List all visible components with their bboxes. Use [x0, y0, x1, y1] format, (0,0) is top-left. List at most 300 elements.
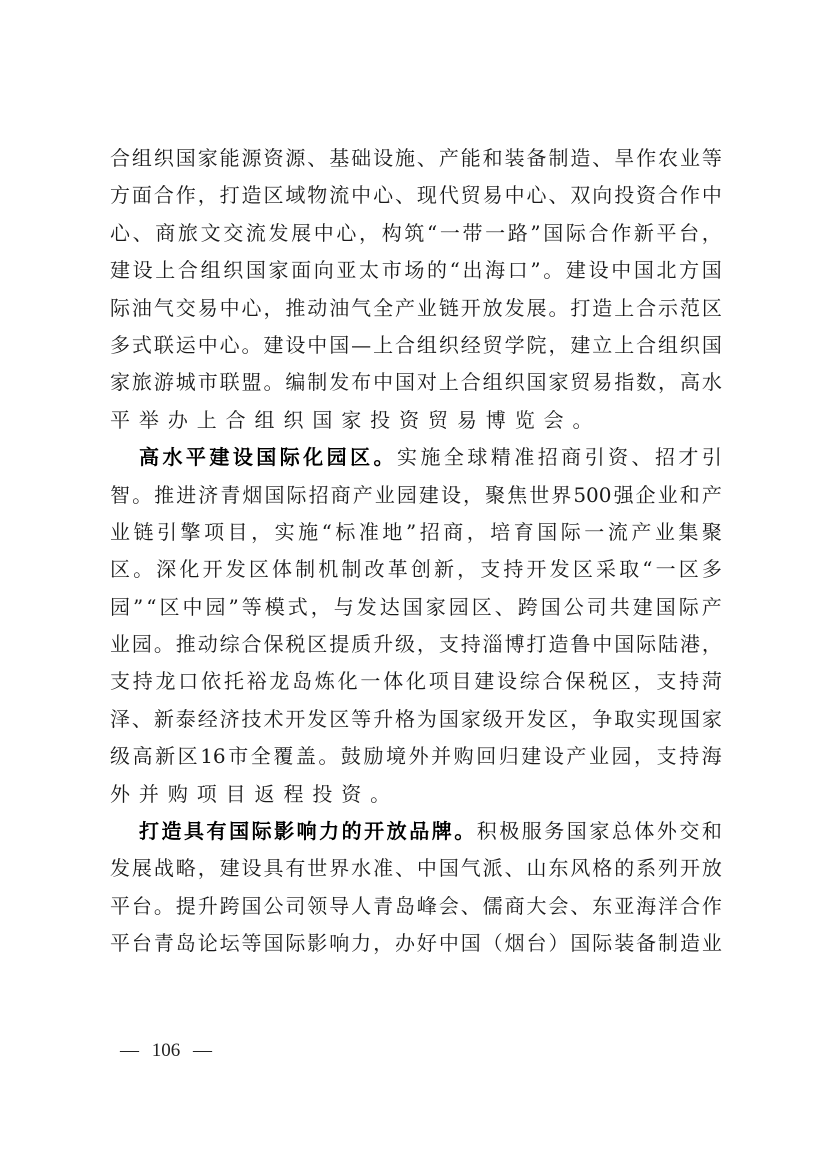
text-char: 购: [453, 744, 474, 769]
text-char: 产: [631, 519, 652, 544]
text-char: 招: [308, 482, 329, 507]
text-char: 口: [507, 258, 528, 283]
text-char: 力: [351, 931, 372, 956]
text-char: 。: [153, 632, 174, 657]
text-char: 支: [480, 557, 501, 582]
text-char: 聚: [701, 519, 722, 544]
text-char: 项: [196, 781, 226, 806]
text-char: 能: [460, 146, 481, 170]
text-char: 织: [679, 332, 700, 357]
text-char: 。: [370, 781, 400, 806]
text-char: 和: [701, 819, 722, 844]
text-char: 目: [451, 669, 472, 694]
text-char: 太: [359, 258, 380, 283]
text-char: 托: [223, 669, 244, 694]
text-char: 。: [318, 744, 339, 769]
text-char: 烟: [504, 931, 525, 956]
text-line: [110, 364, 722, 401]
text-char: 国: [264, 482, 285, 507]
text-char: 海: [701, 744, 722, 769]
text-char: 列: [658, 856, 679, 881]
text-char: 方: [110, 183, 130, 208]
text-char: 装: [614, 931, 635, 956]
text-char: 泰: [175, 706, 196, 731]
text-char: 、: [394, 183, 415, 208]
text-char: 儒: [482, 893, 503, 918]
text-char: 国: [537, 519, 558, 544]
text-char: 新: [155, 744, 176, 769]
text-char: 等: [241, 931, 262, 956]
text-char: 举: [138, 407, 168, 432]
text-char: 上: [373, 332, 394, 357]
text-char: 发: [110, 856, 130, 881]
text-line: [110, 589, 722, 626]
text-char: 提: [175, 893, 196, 918]
text-char: 推: [285, 295, 306, 320]
text-char: 旱: [614, 146, 635, 170]
text-char: 办: [394, 931, 415, 956]
text-char: 格: [592, 856, 613, 881]
text-char: 展: [131, 856, 152, 881]
text-char: 。: [153, 893, 174, 918]
text-char: 、: [307, 146, 328, 170]
text-char: 设: [373, 146, 394, 170]
text-char: 资: [341, 781, 371, 806]
text-char: 园: [611, 744, 632, 769]
text-char: 招: [654, 445, 675, 470]
text-char: 贸: [427, 407, 457, 432]
text-line: [110, 252, 722, 289]
text-char: 心: [219, 332, 240, 357]
text-char: 商: [155, 220, 176, 245]
text-char: 推: [175, 632, 196, 657]
text-char: 学: [504, 332, 525, 357]
text-char: 新: [433, 557, 454, 582]
text-char: 青: [220, 482, 241, 507]
text-line: [110, 140, 722, 177]
text-char: 中: [504, 183, 525, 208]
text-char: 裕: [246, 669, 267, 694]
text-char: 设: [543, 744, 564, 769]
text-line: [110, 327, 722, 364]
text-char: 际: [285, 931, 306, 956]
text-char: 培: [490, 519, 511, 544]
text-char: 路: [507, 220, 528, 245]
text-char: 岛: [292, 669, 313, 694]
text-line: [110, 290, 722, 327]
heading-char: 。: [454, 819, 475, 844]
text-char: 。: [543, 258, 564, 283]
heading-char: 品: [409, 819, 430, 844]
text-char: 合: [460, 370, 481, 395]
text-char: ”: [405, 519, 417, 544]
text-char: 放: [701, 856, 722, 881]
text-char: 心: [241, 295, 262, 320]
text-char: 油: [329, 295, 350, 320]
heading-char: 打: [139, 819, 159, 844]
heading-char: 放: [386, 819, 407, 844]
text-char: 组: [131, 146, 152, 170]
text-char: 中: [197, 332, 218, 357]
text-char: 返: [254, 781, 284, 806]
text-char: “: [321, 519, 332, 544]
text-char: 服: [521, 819, 542, 844]
text-char: 家: [548, 370, 569, 395]
text-char: 油: [131, 295, 152, 320]
text-char: 商: [330, 482, 351, 507]
text-char: 平: [110, 893, 130, 918]
text-char: 济: [198, 482, 219, 507]
text-char: 司: [285, 893, 306, 918]
text-char: 建: [570, 332, 591, 357]
text-char: 设: [440, 482, 461, 507]
text-char: 坛: [219, 931, 240, 956]
text-char: 济: [219, 706, 240, 731]
text-char: 。: [548, 295, 569, 320]
text-char: 造: [570, 146, 591, 170]
text-char: 、: [570, 893, 591, 918]
text-char: 持: [679, 669, 700, 694]
text-char: 园: [205, 594, 226, 619]
text-char: （: [482, 931, 503, 956]
text-char: 业: [374, 482, 395, 507]
text-char: 区: [572, 557, 593, 582]
text-char: 好: [416, 931, 437, 956]
text-char: 家: [110, 370, 130, 395]
text-char: 指: [614, 370, 635, 395]
text-char: 方: [679, 258, 700, 283]
text-char: 双: [570, 183, 591, 208]
text-char: 中: [313, 220, 334, 245]
heading-char: 建: [209, 445, 230, 470]
text-char: 发: [225, 557, 246, 582]
text-char: 组: [482, 370, 503, 395]
text-char: 项: [204, 519, 225, 544]
text-char: 。: [132, 482, 153, 507]
text-char: 跨: [219, 893, 240, 918]
text-char: 交: [679, 819, 700, 844]
text-char: 综: [219, 632, 240, 657]
text-char: 资: [608, 445, 629, 470]
text-char: 招: [537, 445, 558, 470]
text-char: 国: [175, 146, 196, 170]
text-char: 区: [177, 744, 198, 769]
heading-char: 国: [229, 819, 250, 844]
text-char: 区: [263, 183, 284, 208]
text-char: 。: [572, 407, 602, 432]
text-char: 进: [176, 482, 197, 507]
text-char: 国: [312, 407, 342, 432]
text-char: 施: [420, 445, 441, 470]
text-char: 放: [482, 295, 503, 320]
text-char: 备: [526, 146, 547, 170]
text-char: ，: [416, 632, 437, 657]
text-line: [110, 925, 722, 962]
text-char: ，: [701, 632, 722, 657]
text-char: 跨: [517, 594, 538, 619]
text-char: 一: [655, 557, 676, 582]
text-char: 现: [658, 706, 679, 731]
text-char: 际: [560, 519, 581, 544]
text-char: 深: [156, 557, 177, 582]
text-char: 备: [636, 931, 657, 956]
text-char: 览: [514, 407, 544, 432]
text-char: 源: [241, 146, 262, 170]
text-char: 覆: [273, 744, 294, 769]
heading-char: 具: [184, 819, 205, 844]
text-char: 保: [565, 669, 586, 694]
text-char: 世: [307, 856, 328, 881]
text-char: 合: [636, 332, 657, 357]
text-char: 区: [159, 594, 180, 619]
text-char: 。: [133, 557, 154, 582]
text-char: 智: [110, 482, 130, 507]
heading-char: 水: [162, 445, 183, 470]
text-char: 陆: [658, 632, 679, 657]
text-char: 家: [341, 407, 371, 432]
text-char: 口: [178, 669, 199, 694]
text-char: 易: [456, 407, 486, 432]
text-char: 建: [418, 482, 439, 507]
text-char: 联: [219, 370, 240, 395]
text-char: ，: [466, 519, 487, 544]
text-char: 国: [438, 856, 459, 881]
text-char: 区: [678, 557, 699, 582]
text-char: 采: [595, 557, 616, 582]
text-char: 商: [443, 519, 464, 544]
text-char: 交: [175, 295, 196, 320]
text-char: 游: [153, 370, 174, 395]
text-char: 、: [592, 146, 613, 170]
text-char: 亚: [336, 258, 357, 283]
text-char: 流: [607, 519, 628, 544]
text-char: ，: [310, 594, 331, 619]
text-char: 公: [563, 594, 584, 619]
text-char: 资: [399, 407, 428, 432]
text-char: 织: [153, 146, 174, 170]
text-char: 作: [175, 183, 196, 208]
text-char: 龙: [155, 669, 176, 694]
text-char: 企: [635, 482, 656, 507]
text-char: 区: [471, 594, 492, 619]
text-char: 展: [526, 295, 547, 320]
text-char: 青: [373, 893, 394, 918]
text-char: 境: [386, 744, 407, 769]
text-char: 编: [285, 370, 306, 395]
text-char: 交: [223, 220, 244, 245]
text-char: 上: [614, 295, 635, 320]
text-char: 级: [394, 632, 415, 657]
text-char: “: [449, 258, 460, 283]
text-char: 派: [482, 856, 503, 881]
text-char: 引: [701, 445, 722, 470]
text-char: 产: [394, 295, 415, 320]
text-char: 建: [474, 669, 495, 694]
text-char: 集: [678, 519, 699, 544]
text-char: 合: [153, 183, 174, 208]
text-char: 外: [110, 781, 139, 806]
text-char: 外: [656, 819, 677, 844]
text-char: 打: [526, 632, 547, 657]
text-char: 合: [177, 258, 198, 283]
text-line: [110, 177, 722, 214]
text-char: 发: [329, 370, 350, 395]
text-char: 家: [197, 146, 218, 170]
text-char: 础: [351, 146, 372, 170]
text-line: [110, 626, 722, 663]
text-char: 际: [286, 482, 307, 507]
heading-char: 化: [303, 445, 324, 470]
text-char: 制: [307, 370, 328, 395]
text-char: ”: [133, 594, 144, 619]
text-char: 园: [448, 594, 469, 619]
text-char: 贸: [570, 370, 591, 395]
text-char: 上: [155, 258, 176, 283]
text-char: 织: [283, 407, 313, 432]
text-char: 心: [336, 220, 357, 245]
text-char: 旅: [177, 220, 198, 245]
text-char: 商: [561, 445, 582, 470]
text-char: 港: [679, 632, 700, 657]
text-char: 立: [592, 332, 613, 357]
text-line: [110, 477, 722, 514]
text-char: 博: [485, 407, 515, 432]
text-char: 面: [291, 258, 312, 283]
text-char: 界: [551, 482, 572, 507]
text-char: 国: [543, 220, 564, 245]
text-char: 际: [592, 931, 613, 956]
text-char: 术: [263, 706, 284, 731]
text-char: 台: [131, 893, 152, 918]
text-char: 全: [443, 445, 464, 470]
text-char: “: [146, 594, 157, 619]
text-char: 化: [405, 669, 426, 694]
text-char: 升: [197, 893, 218, 918]
text-char: 全: [250, 744, 271, 769]
text-char: 上: [438, 370, 459, 395]
text-char: 升: [373, 632, 394, 657]
text-char: 质: [351, 632, 372, 657]
text-char: 旅: [131, 370, 152, 395]
heading-char: 际: [251, 819, 272, 844]
text-char: 体: [383, 669, 404, 694]
text-line: [110, 663, 722, 700]
text-char: 持: [679, 744, 700, 769]
heading-char: 。: [373, 445, 394, 470]
text-char: 影: [307, 931, 328, 956]
text-char: 海: [636, 893, 657, 918]
text-char: 高: [132, 744, 153, 769]
text-char: 产: [438, 146, 459, 170]
text-char: 展: [291, 220, 312, 245]
text-char: ，: [373, 931, 394, 956]
text-char: 国: [570, 931, 591, 956]
text-char: ，: [548, 332, 569, 357]
text-char: 开: [526, 557, 547, 582]
text-char: 水: [351, 856, 372, 881]
text-line: [110, 514, 722, 551]
text-char: ”: [530, 220, 541, 245]
text-char: 发: [504, 295, 525, 320]
text-char: 国: [540, 594, 561, 619]
heading-char: 国: [256, 445, 277, 470]
text-char: 区: [548, 706, 569, 731]
text-char: 国: [263, 931, 284, 956]
text-char: 动: [307, 295, 328, 320]
text-char: 际: [565, 220, 586, 245]
text-char: 水: [701, 370, 722, 395]
text-char: 一: [485, 220, 506, 245]
text-char: 实: [396, 445, 417, 470]
text-char: 经: [460, 332, 481, 357]
text-char: 国: [679, 706, 700, 731]
text-char: 中: [351, 183, 372, 208]
text-char: 升: [373, 706, 394, 731]
text-char: 。: [263, 370, 284, 395]
text-char: 税: [588, 669, 609, 694]
text-char: 积: [476, 819, 497, 844]
text-char: 炼: [314, 669, 335, 694]
text-char: 准: [373, 856, 394, 881]
text-char: 造: [241, 183, 262, 208]
text-char: 司: [586, 594, 607, 619]
text-char: 鲁: [570, 632, 591, 657]
text-char: 泽: [110, 706, 130, 731]
text-line: [110, 701, 722, 738]
text-char: 气: [351, 295, 372, 320]
text-char: ，: [197, 856, 218, 881]
text-char: 并: [431, 744, 452, 769]
text-char: 中: [373, 370, 394, 395]
text-char: 风: [570, 856, 591, 881]
text-char: 际: [678, 594, 699, 619]
text-char: 回: [476, 744, 497, 769]
text-char: 持: [132, 669, 153, 694]
text-char: 国: [394, 370, 415, 395]
text-char: 国: [460, 931, 481, 956]
text-line: [110, 402, 722, 439]
text-char: 和: [482, 146, 503, 170]
text-char: 家: [460, 706, 481, 731]
text-char: 国: [655, 594, 676, 619]
text-char: 新: [633, 220, 654, 245]
text-char: 心: [110, 220, 130, 245]
text-char: 人: [351, 893, 372, 918]
text-char: 台: [526, 931, 547, 956]
text-char: 支: [438, 632, 459, 657]
text-char: 会: [438, 893, 459, 918]
text-char: ，: [570, 706, 591, 731]
text-char: ”: [228, 594, 239, 619]
text-char: 等: [351, 706, 372, 731]
text-char: 上: [614, 332, 635, 357]
text-char: 并: [138, 781, 168, 806]
text-char: 鼓: [340, 744, 361, 769]
text-char: 精: [490, 445, 511, 470]
text-char: 中: [219, 295, 240, 320]
text-char: 建: [263, 332, 284, 357]
text-char: 造: [679, 931, 700, 956]
text-char: 建: [632, 594, 653, 619]
text-char: 创: [410, 557, 431, 582]
text-char: 归: [498, 744, 519, 769]
text-char: 中: [592, 632, 613, 657]
paragraph-heading-line: [110, 813, 722, 850]
text-char: 制: [658, 931, 679, 956]
text-char: 化: [179, 557, 200, 582]
text-char: 国: [245, 258, 266, 283]
text-char: 励: [363, 744, 384, 769]
